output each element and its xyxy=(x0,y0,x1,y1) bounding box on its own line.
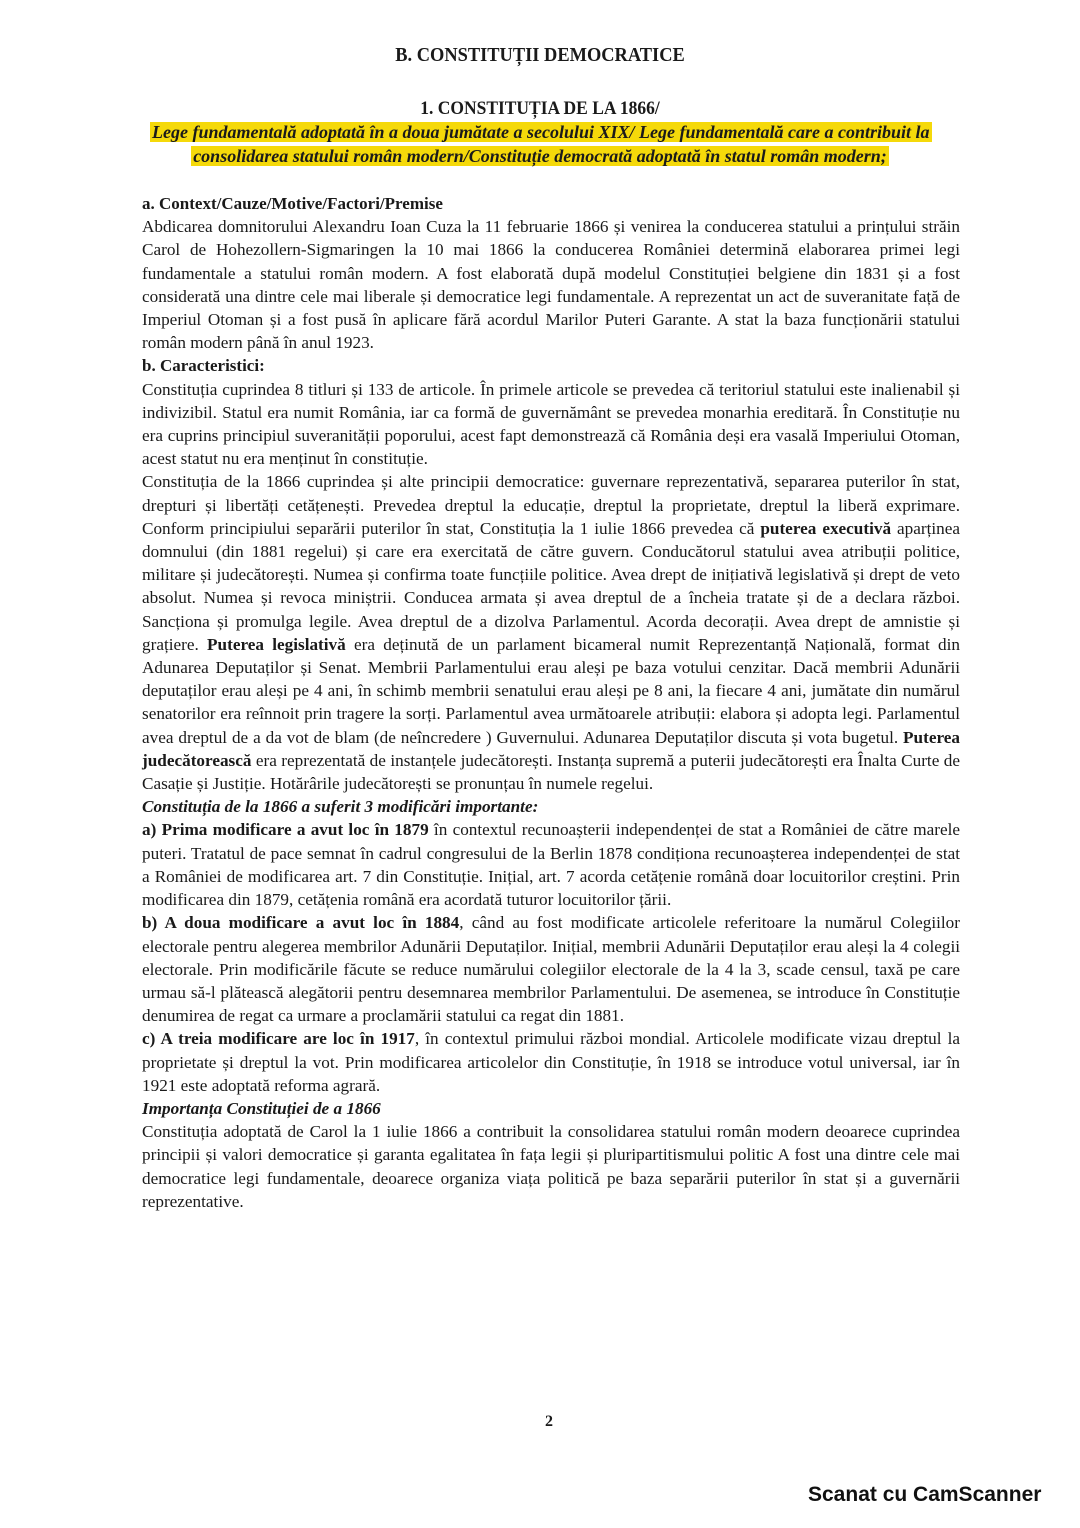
page-number: 2 xyxy=(545,1413,553,1430)
chapter-title: 1. CONSTITUȚIA DE LA 1866/ xyxy=(420,98,660,119)
section-a-heading: a. Context/Cauze/Motive/Factori/Premise xyxy=(142,194,443,213)
camscanner-watermark: Scanat cu CamScanner xyxy=(808,1483,1042,1506)
highlighted-subtitle xyxy=(150,120,930,168)
section-title: B. CONSTITUȚII DEMOCRATICE xyxy=(395,44,685,66)
text-run: era deținută de un parlament bicameral numit Reprezentanță Națională, format din Adunarea Deputaților și Senat. Membrii Parlamentului erau aleși pe baza votului cenzitar. Dacă membrii Adunării deputaților erau aleși pe 4 ani, în schimb membrii senatului erau aleși pe 8 ani, la fiecare 4 ani, jumătate din numărul senatorilor era reînnoit prin tragere la sorți. Parlamentul avea următoarele atribuții: elabora și adopta legi. Parlamentul avea dreptul de a da vot de blam (de neîncredere ) Guvernului. Adunarea Deputaților discuta și vota bugetul. xyxy=(142,634,960,747)
modification-text: în contextul recunoașterii independenței de stat a României de către marele puteri. Tratatul de pace semnat în cadrul congresului de la Berlin 1878 condiționa recunoașterea independenței de stat a României de modificarea art. 7 din Constituție. Inițial, art. 7 acorda cetățenie română doar locuitorilor creștini. Prin modificarea din 1879, cetățenia română era acordată tuturor locuitorilor țării. xyxy=(142,820,960,910)
text-run: aparținea domnului (din 1881 regelui) și care era exercitată de către guvern. Conducătorul statului avea atribuții politice, militare și judecătorești. Numea și confirma toate funcțiile politice. Avea drept de inițiativă legislativă și drept de veto absolut. Numea și revoca miniștrii. Conducea armata și avea dreptul de a încheia tratate și de a declara război. Sancționa și promulga legile. Avea dreptul de a dizolva Parlamentul. Acorda decorații. Avea drept de amnistie și grațiere. xyxy=(142,518,960,654)
modification-label: c) A treia modificare are loc în 1917 xyxy=(142,1029,415,1049)
modification-text: , când au fost modificate articolele referitoare la numărul Colegiilor electorale pentru alegerea membrilor Adunării Deputaților. Inițial, membrii Adunării Deputaților erau aleși la 4 colegii electorale. Prin modificările făcute se reduce numărului colegiilor electorale de la 4 la 3, scade censul, taxă pe care urmau să-l plătească alegătorii pentru desemnarea membrilor Parlamentului. De asemenea, se introduce în Constituție denumirea de regat ca urmare a proclamării statului ca regat din 1881. xyxy=(142,913,960,1026)
modification-item xyxy=(142,911,960,1027)
highlight-text: Lege fundamentală adoptată în a doua jumătate a secolului XIX/ Lege fundamentală care a contribuit la consolidarea statului român modern/Constituție democrată adoptată în statul român modern; xyxy=(152,122,930,166)
document-body xyxy=(142,192,960,1213)
modifications-heading: Constituția de la 1866 a suferit 3 modificări importante: xyxy=(142,797,539,817)
section-b-paragraph-1: Constituția cuprindea 8 titluri și 133 de articole. În primele articole se prevedea că teritoriul statului este inalienabil și indivizibil. Statul era numit România, iar ca formă de guvernământ se prevedea monarhia ereditară. În Constituție nu era cuprins principiul suveranității poporului, acest fapt demonstrează că România deși era vasală Imperiului Otoman, acest statut nu era menținut în constituție. xyxy=(142,379,960,469)
text-run: era reprezentată de instanțele judecătorești. Instanța supremă a puterii judecătorești era Înalta Curte de Casație și Justiție. Hotărârile judecătorești se pronunțau în numele regelui. xyxy=(142,750,960,794)
importance-heading: Importanța Constituției de a 1866 xyxy=(142,1098,381,1118)
executive-power-term: puterea executivă xyxy=(760,518,892,538)
section-a-text: Abdicarea domnitorului Alexandru Ioan Cuza la 11 februarie 1866 și venirea la conducerea statului a prințului străin Carol de Hohezollern-Sigmaringen la 10 mai 1866 la conducerea României determină elaborarea primei legi fundamentale a statului român modern. A fost elaborată după modelul Constituției belgiene din 1831 și a fost considerată una dintre cele mai liberale și democratice legi fundamentale. A reprezentat un act de suveranitate față de Imperiul Otoman și a fost pusă în aplicare fără acordul Marilor Puteri Garante. A stat la baza funcționării statului român modern până în anul 1923. xyxy=(142,217,960,353)
section-b-paragraph-2 xyxy=(142,470,960,795)
modification-label: a) Prima modificare a avut loc în 1879 xyxy=(142,820,429,840)
judicial-power-term: Puterea judecătorească xyxy=(142,727,960,770)
text-run: Constituția de la 1866 cuprindea și alte principii democratice: guvernare reprezentativă, separarea puterilor în stat, drepturi și libertăți cetățenești. Prevedea dreptul la educație, dreptul la proprietate, dreptul la liberă exprimare. Conform principiului separării puterilor în stat, Constituția la 1 iulie 1866 prevedea că xyxy=(142,472,960,538)
modification-text: , în contextul primului război mondial. Articolele modificate vizau dreptul la proprietate și dreptul la vot. Prin modificarea articolelor din Constituție, în 1918 se introduce votul universal, iar în 1921 este adoptată reforma agrară. xyxy=(142,1029,960,1095)
modification-label: b) A doua modificare a avut loc în 1884 xyxy=(142,913,460,933)
modification-item xyxy=(142,818,960,911)
section-b-heading: b. Caracteristici: xyxy=(142,356,265,376)
importance-text: Constituția adoptată de Carol la 1 iulie 1866 a contribuit la consolidarea statului român modern deoarece cuprindea principii și valori democratice și garanta egalitatea în fața legii și pluripartitismului politic A fost una dintre cele mai democratice legi fundamentale, deoarece organiza viața politică pe baza separării puterilor în stat și a guvernării reprezentative. xyxy=(142,1122,960,1211)
legislative-power-term: Puterea legislativă xyxy=(207,634,346,654)
modification-item xyxy=(142,1027,960,1097)
